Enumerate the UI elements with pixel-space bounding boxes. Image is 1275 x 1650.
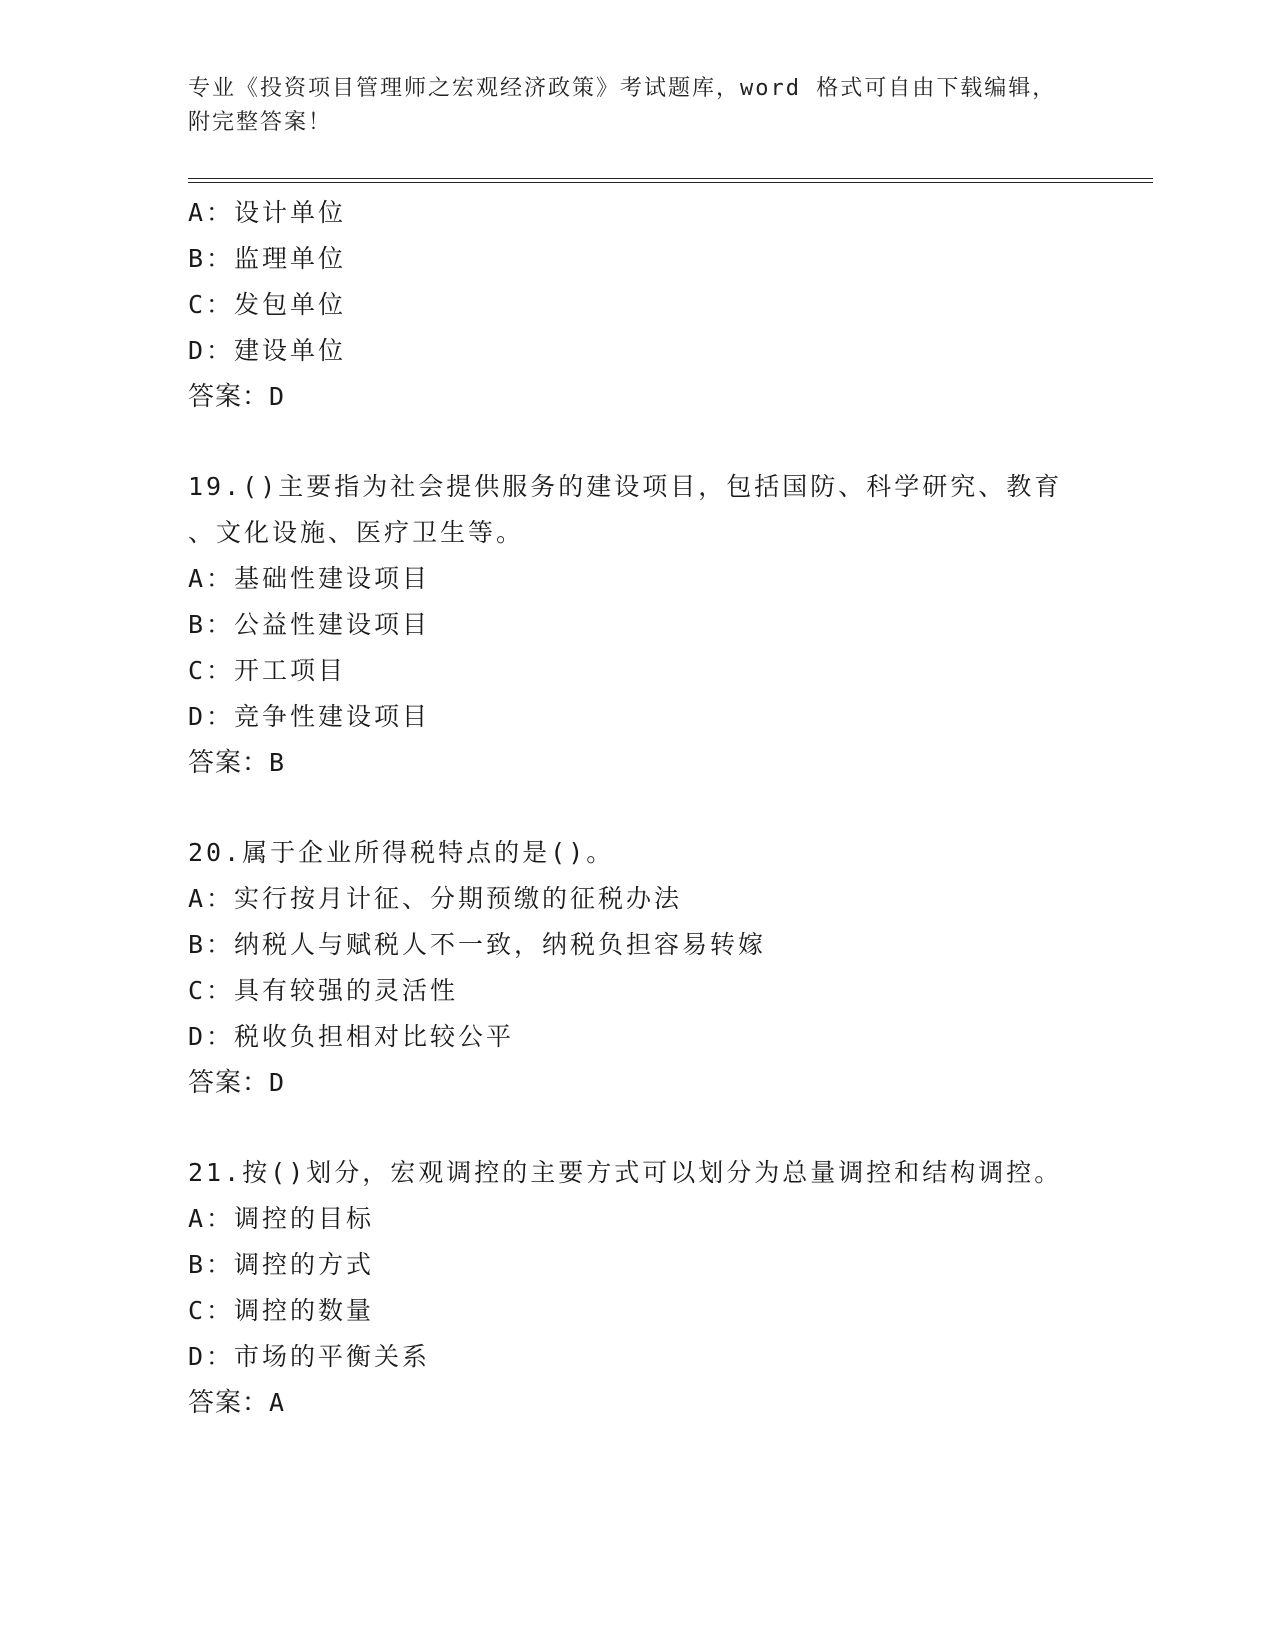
question-stem xyxy=(188,1150,1153,1196)
answer-value: D xyxy=(269,382,286,411)
option-c: C：调控的数量 xyxy=(188,1296,375,1325)
question-18-continued xyxy=(188,190,1153,420)
document-body xyxy=(188,190,1153,1426)
question-stem-line-1: 21.按()划分，宏观调控的主要方式可以划分为总量调控和结构调控。 xyxy=(188,1158,1063,1187)
option-c: C：发包单位 xyxy=(188,290,347,319)
answer-label: 答案： xyxy=(188,748,270,778)
question-stem xyxy=(188,830,1068,876)
option-d: D：建设单位 xyxy=(188,336,347,365)
header-line-1: 专业《投资项目管理师之宏观经济政策》考试题库，word 格式可自由下载编辑， xyxy=(188,76,1057,101)
answer-label: 答案： xyxy=(188,1068,270,1098)
option-b: B：公益性建设项目 xyxy=(188,610,431,639)
answer-value: A xyxy=(269,1388,286,1417)
answer-value: B xyxy=(269,748,286,777)
question-stem xyxy=(188,464,1068,556)
option-d: D：税收负担相对比较公平 xyxy=(188,1022,515,1051)
option-a: A：调控的目标 xyxy=(188,1204,375,1233)
option-b: B：监理单位 xyxy=(188,244,347,273)
option-d: D：竞争性建设项目 xyxy=(188,702,431,731)
option-a: A：基础性建设项目 xyxy=(188,564,431,593)
option-c: C：具有较强的灵活性 xyxy=(188,976,459,1005)
question-stem-line-1: 19.()主要指为社会提供服务的建设项目，包括国防、科学研究、教育 xyxy=(188,472,1063,501)
question-20 xyxy=(188,830,1153,1106)
option-b: B：纳税人与赋税人不一致，纳税负担容易转嫁 xyxy=(188,930,767,959)
option-c: C：开工项目 xyxy=(188,656,347,685)
question-19 xyxy=(188,464,1153,786)
answer-line xyxy=(188,1060,1153,1106)
question-21 xyxy=(188,1150,1153,1426)
answer-label: 答案： xyxy=(188,382,270,412)
option-d: D：市场的平衡关系 xyxy=(188,1342,431,1371)
answer-label: 答案： xyxy=(188,1388,270,1418)
document-header xyxy=(188,72,1088,140)
header-double-rule xyxy=(188,178,1153,183)
question-stem-line-2: 、文化设施、医疗卫生等。 xyxy=(188,518,525,547)
answer-line xyxy=(188,740,1153,786)
header-line-2: 附完整答案！ xyxy=(188,110,333,135)
answer-value: D xyxy=(269,1068,286,1097)
answer-line xyxy=(188,1380,1153,1426)
option-a: A：设计单位 xyxy=(188,198,347,227)
option-b: B：调控的方式 xyxy=(188,1250,375,1279)
question-stem-line-1: 20.属于企业所得税特点的是()。 xyxy=(188,838,615,867)
option-a: A：实行按月计征、分期预缴的征税办法 xyxy=(188,884,683,913)
answer-line xyxy=(188,374,1153,420)
